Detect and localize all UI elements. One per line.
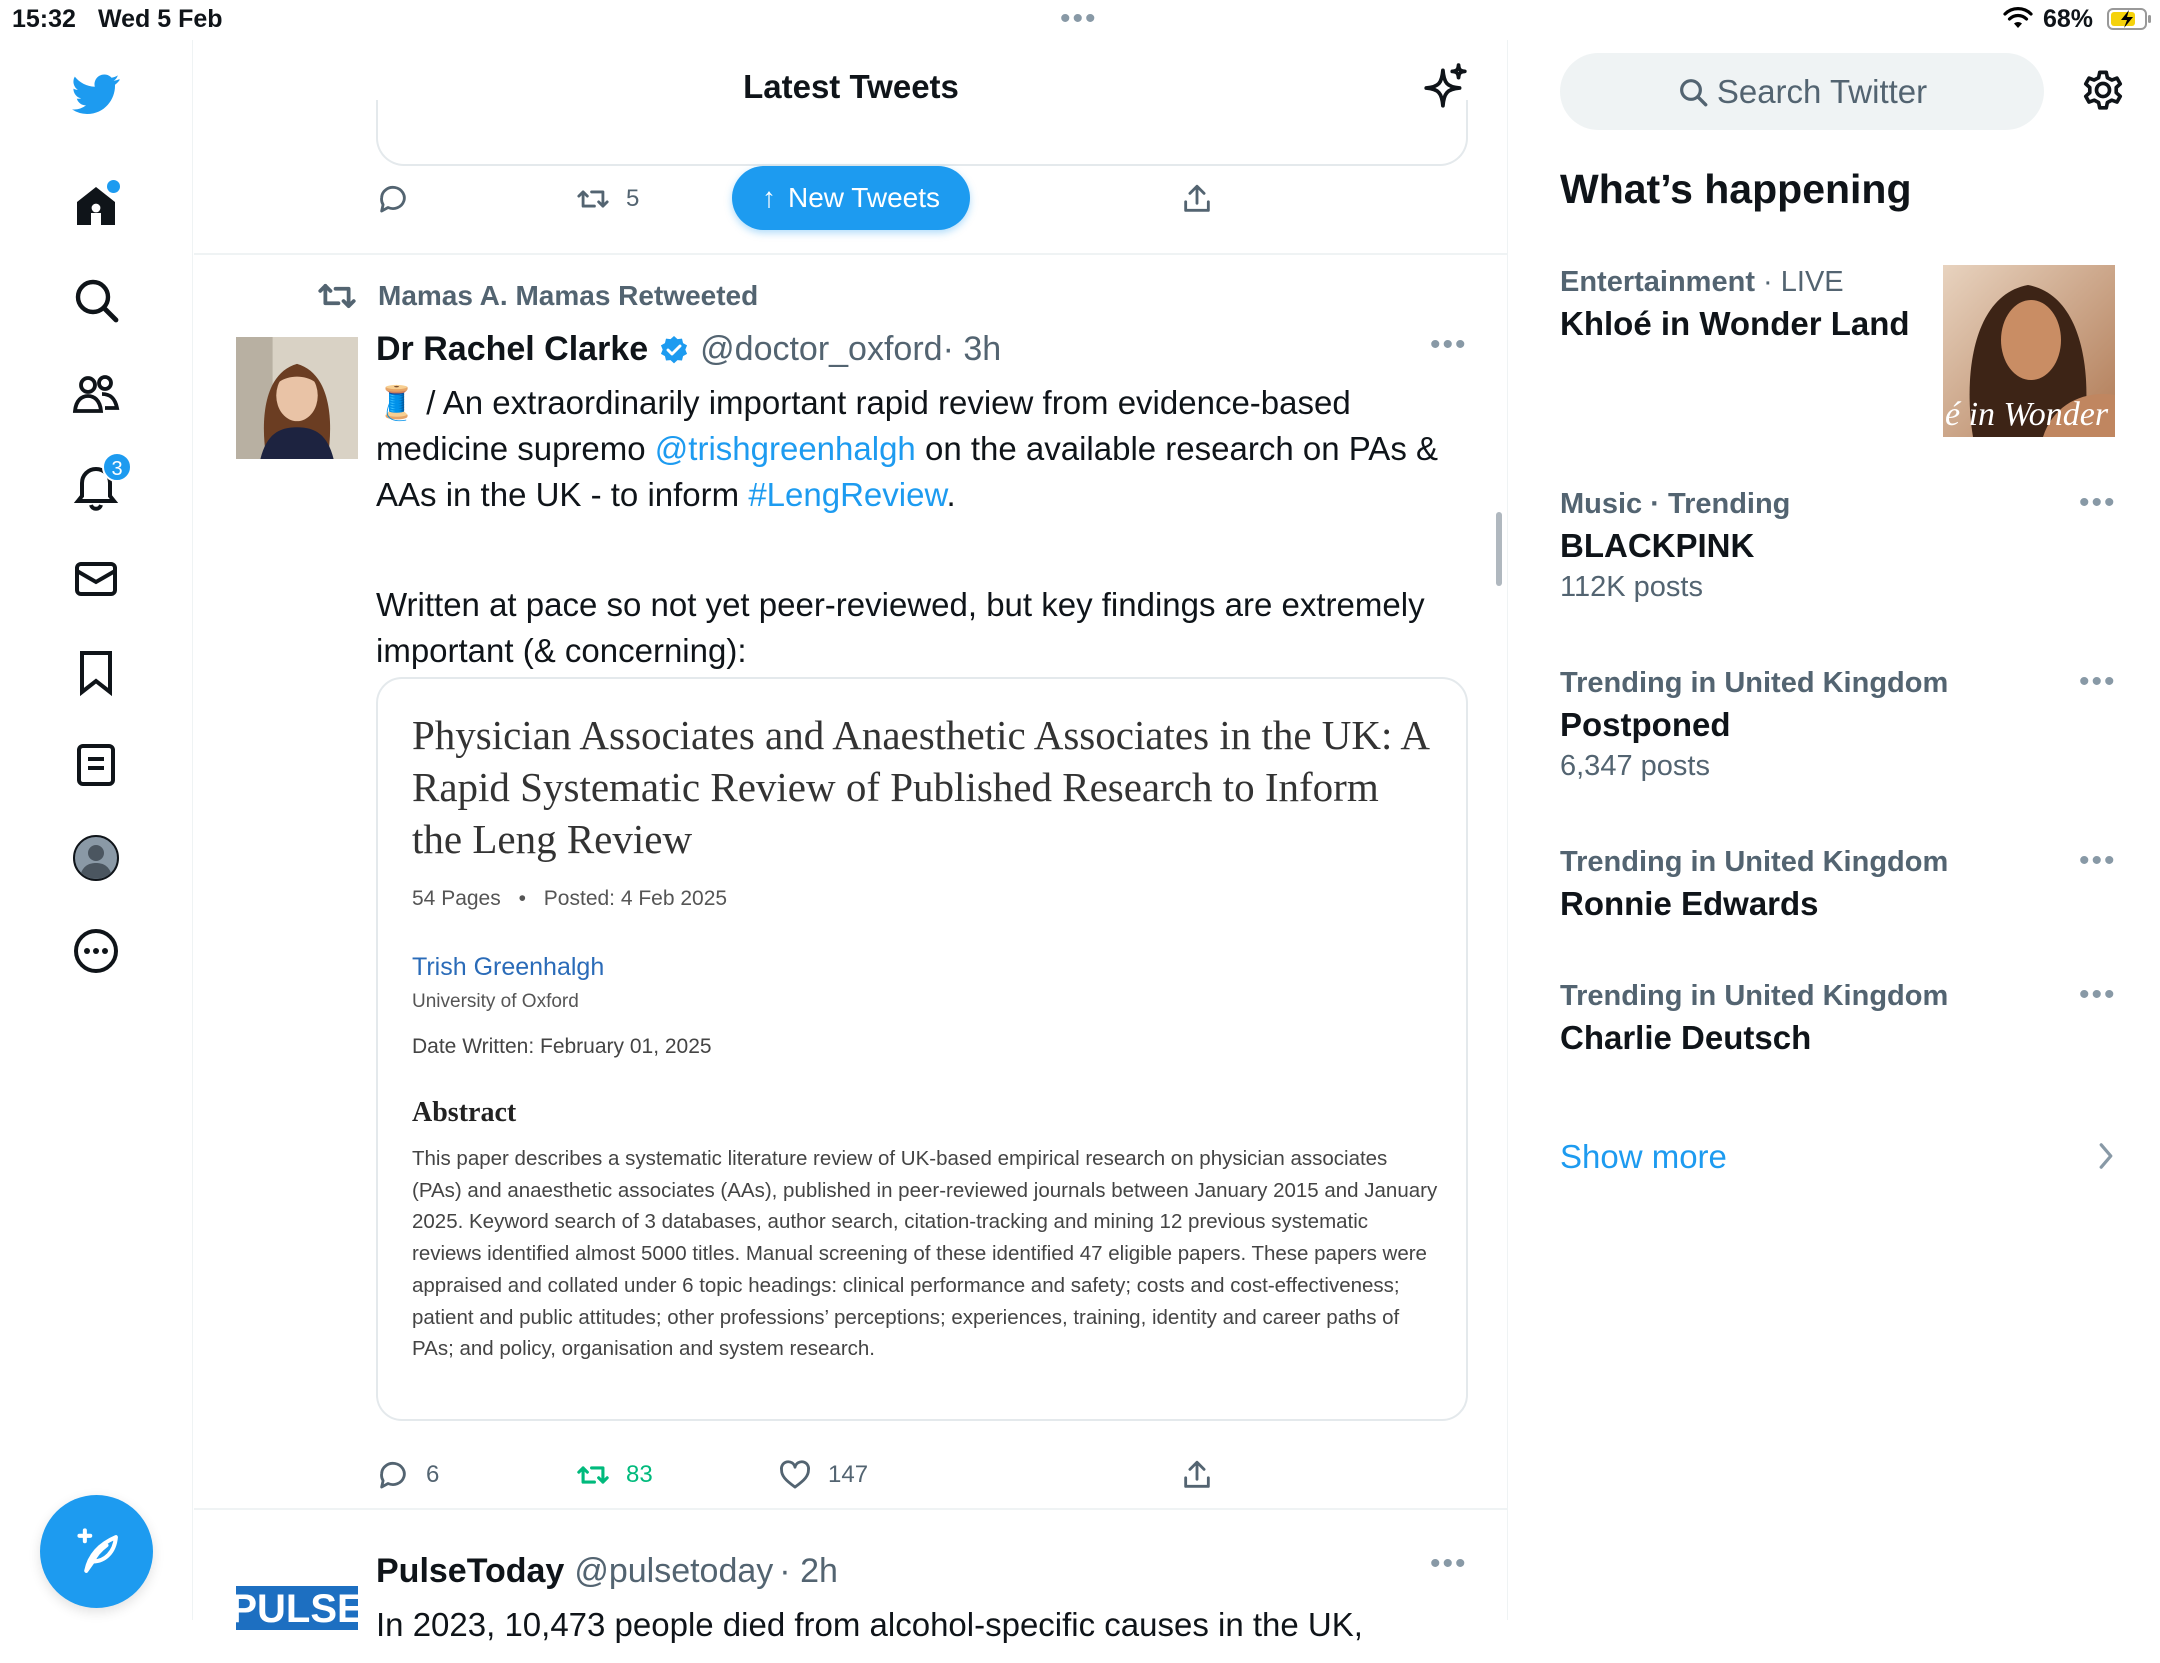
share-icon xyxy=(1180,182,1214,216)
paper-posted: Posted: 4 Feb 2025 xyxy=(543,887,728,910)
retweet-icon xyxy=(318,280,356,312)
new-tweets-label: New Tweets xyxy=(788,182,940,213)
settings-gear-icon[interactable] xyxy=(2080,67,2126,113)
notifications-icon[interactable] xyxy=(66,456,126,516)
timeline-column xyxy=(194,40,1508,1643)
like-button[interactable] xyxy=(778,1458,868,1492)
author-name[interactable]: Dr Rachel Clarke xyxy=(376,330,649,368)
tweet-time[interactable]: · 2h xyxy=(779,1552,838,1590)
status-date: Wed 5 Feb xyxy=(98,5,223,33)
paper-pages: 54 Pages xyxy=(412,887,501,910)
search-input[interactable] xyxy=(1560,53,2044,130)
paper-affiliation: University of Oxford xyxy=(412,991,579,1012)
mention-link[interactable]: @trishgreenhalgh xyxy=(654,430,916,467)
thread-emoji: 🧵 xyxy=(376,384,418,421)
retweet-icon xyxy=(576,182,610,216)
left-navigation xyxy=(0,40,193,1620)
search-placeholder: Search Twitter xyxy=(1716,72,1928,110)
share-button[interactable] xyxy=(1180,1458,1230,1492)
trend-thumbnail-image[interactable] xyxy=(1943,265,2127,437)
paper-title: Physician Associates and Anaesthetic Associates in the UK: A Rapid Systematic Review of Published Research to Inform the Leng Review xyxy=(412,712,1428,862)
trend-more-icon[interactable]: ••• xyxy=(2079,665,2117,698)
divider xyxy=(194,1508,1508,1510)
thumbnail-text: é in Wonder l xyxy=(1945,396,2127,433)
trend-posts: 112K posts xyxy=(1560,571,1703,603)
wifi-icon xyxy=(2003,6,2033,30)
next-tweet-text: In 2023, 10,473 people died from alcohol-specific causes in the UK, xyxy=(376,1606,1363,1643)
tweet-more-icon[interactable]: ••• xyxy=(1430,1547,1468,1580)
lists-icon[interactable] xyxy=(66,735,126,795)
tweet-text-paragraph-2: Written at pace so not yet peer-reviewed, but key findings are extremely important (& concerning): xyxy=(376,586,1425,669)
previous-tweet-actions xyxy=(376,182,1076,222)
trend-item[interactable]: Trending in United Kingdom Ronnie Edwards xyxy=(1560,846,2120,923)
trend-title: Postponed xyxy=(1560,706,1731,743)
right-sidebar xyxy=(1509,40,2160,1620)
share-icon xyxy=(1180,1458,1214,1492)
whats-happening-heading: What’s happening xyxy=(1560,166,1912,212)
battery-charging-icon xyxy=(2107,7,2153,31)
retweeted-by[interactable] xyxy=(318,280,758,312)
tweet-text: 🧵 / An extraordinarily important rapid review from evidence-based medicine supremo @trishgreenhalgh on the available research on PAs & AAs in the UK - to inform #LengReview. xyxy=(376,384,1438,513)
paper-author: Trish Greenhalgh xyxy=(412,953,605,981)
trend-item[interactable]: Trending in United Kingdom Charlie Deutsch xyxy=(1560,980,2120,1057)
verified-badge-icon xyxy=(658,334,690,366)
trend-item[interactable]: Music · Trending BLACKPINK 112K posts xyxy=(1560,488,2120,604)
multitasking-dots-icon[interactable]: ••• xyxy=(1060,2,1098,35)
tweet-time[interactable]: · 3h xyxy=(942,330,1002,368)
arrow-up-icon: ↑ xyxy=(762,182,776,213)
trend-title: Charlie Deutsch xyxy=(1560,1019,1812,1056)
reply-icon xyxy=(376,182,410,216)
author-name[interactable]: PulseToday xyxy=(376,1552,565,1590)
retweet-icon xyxy=(576,1458,610,1492)
messages-icon[interactable] xyxy=(66,549,126,609)
status-bar xyxy=(0,0,2160,40)
trend-title: Ronnie Edwards xyxy=(1560,885,1819,922)
pulse-logo-text: PULSE xyxy=(230,1587,364,1631)
trend-more-icon[interactable]: ••• xyxy=(2079,844,2117,877)
retweeted-by-label: Mamas A. Mamas Retweeted xyxy=(378,280,759,311)
new-tweets-button[interactable] xyxy=(732,166,970,230)
paper-meta: 54 Pages • Posted: 4 Feb 2025 xyxy=(412,887,728,910)
author-handle[interactable]: @pulsetoday xyxy=(574,1552,774,1590)
abstract-heading: Abstract xyxy=(412,1097,517,1128)
page-title: Latest Tweets xyxy=(743,68,959,105)
author-handle[interactable]: @doctor_oxford xyxy=(700,330,943,368)
reply-count: 6 xyxy=(426,1461,440,1488)
trend-title: Khloé in Wonder Land xyxy=(1560,305,1910,342)
author-avatar[interactable] xyxy=(236,337,358,459)
next-tweet-header xyxy=(376,1552,838,1591)
more-icon[interactable] xyxy=(66,921,126,981)
trend-title: BLACKPINK xyxy=(1560,527,1755,564)
battery-percentage: 68% xyxy=(2043,5,2094,33)
retweet-button[interactable] xyxy=(576,1458,653,1492)
retweet-count: 5 xyxy=(626,185,640,212)
retweet-button[interactable] xyxy=(576,182,639,216)
hashtag-link[interactable]: #LengReview xyxy=(748,476,947,513)
trend-item[interactable]: Trending in United Kingdom Postponed 6,347 posts xyxy=(1560,667,2120,783)
trend-posts: 6,347 posts xyxy=(1560,750,1710,782)
trend-more-icon[interactable]: ••• xyxy=(2079,486,2117,519)
communities-icon[interactable] xyxy=(66,363,126,423)
like-count: 147 xyxy=(828,1461,869,1488)
paper-preview-image[interactable] xyxy=(376,677,1468,1421)
home-new-dot xyxy=(107,180,120,193)
scrollbar[interactable] xyxy=(1496,512,1502,586)
share-button[interactable] xyxy=(1180,182,1230,216)
compose-tweet-button[interactable] xyxy=(40,1495,153,1608)
status-time: 15:32 xyxy=(12,5,76,33)
reply-button[interactable] xyxy=(376,182,426,216)
search-icon[interactable] xyxy=(66,270,126,330)
paper-date-written: Date Written: February 01, 2025 xyxy=(412,1035,712,1058)
abstract-body: This paper describes a systematic literature review of UK-based empirical research on physician associates (PAs) and anaesthetic associates (AAs), published in peer-reviewed journals between January 2015 and January 2025. Keyword search of 3 databases, author search, citation-tracking and mining 12 previous systematic reviews identified almost 5000 titles. Manual screening of these identified 47 eligible papers. These papers were appraised and collated under 6 topic headings: clinical performance and safety; costs and cost-effectiveness; patient and public attitudes; other professions’ perceptions; experiences, training, identity and career paths of PAs; and policy, organisation and system research. xyxy=(412,1147,1438,1361)
reply-icon xyxy=(376,1458,410,1492)
compose-icon xyxy=(70,1525,124,1579)
trend-item[interactable]: Entertainment · LIVE Khloé in Wonder Land xyxy=(1560,266,2120,343)
twitter-logo-icon[interactable] xyxy=(66,64,126,124)
divider xyxy=(194,253,1508,255)
retweet-count: 83 xyxy=(626,1461,653,1488)
pulsetoday-avatar[interactable] xyxy=(230,1536,364,1658)
search-icon xyxy=(1677,76,1709,108)
previous-tweet-card[interactable] xyxy=(376,100,1468,166)
reply-button[interactable] xyxy=(376,1458,439,1492)
show-more-link[interactable]: Show more xyxy=(1560,1138,1727,1175)
trend-more-icon[interactable]: ••• xyxy=(2079,978,2117,1011)
heart-icon xyxy=(778,1458,812,1492)
profile-avatar-icon[interactable] xyxy=(66,828,126,888)
tweet-header xyxy=(376,330,1001,369)
tweet-actions xyxy=(376,1458,1076,1498)
tweet-more-icon[interactable]: ••• xyxy=(1430,328,1468,361)
chevron-right-icon xyxy=(2094,1140,2118,1172)
notifications-badge: 3 xyxy=(102,452,132,482)
bookmarks-icon[interactable] xyxy=(66,642,126,702)
home-icon[interactable] xyxy=(66,176,126,236)
